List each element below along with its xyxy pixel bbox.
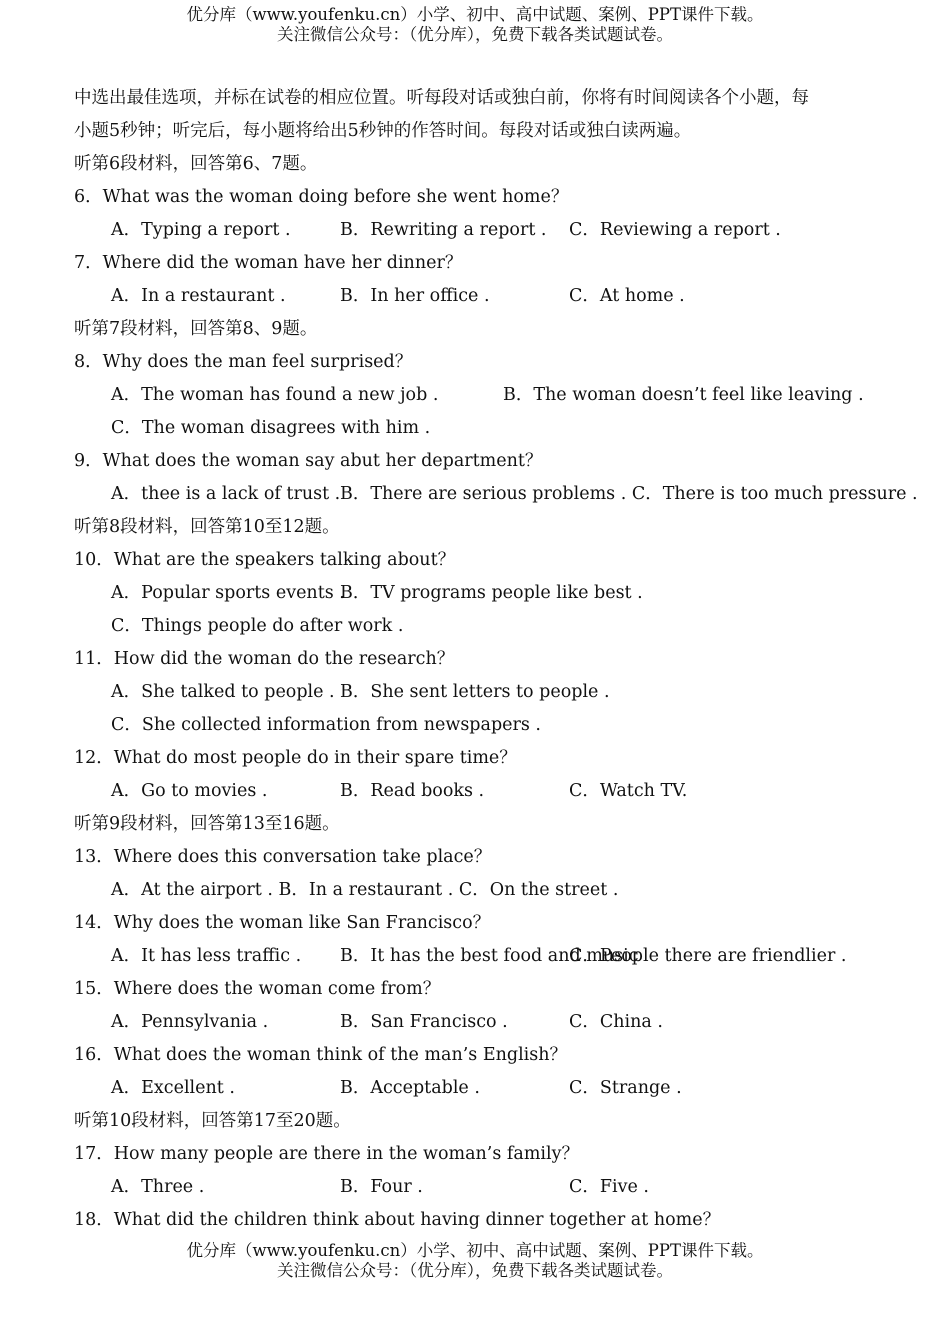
question-stem: 12．What do most people do in their spare time？ (74, 748, 517, 768)
option-row (74, 610, 894, 643)
option-2: B．Acceptable . (340, 1078, 480, 1098)
option-row (74, 412, 894, 445)
question-stem: 16．What does the woman think of the man’s English？ (74, 1045, 568, 1065)
question-stem: 8．Why does the man feel surprised？ (74, 352, 413, 372)
section-instruction: 听第7段材料，回答第8、9题。 (74, 319, 318, 339)
option-2: B．TV programs people like best . (340, 583, 643, 603)
option-1: A．She talked to people . (111, 682, 335, 702)
option-2: B．San Francisco . (340, 1012, 508, 1032)
question-stem: 17．How many people are there in the woman’s family？ (74, 1144, 579, 1164)
option-1: C．Things people do after work . (111, 616, 404, 636)
option-1: A．Go to movies . (111, 781, 268, 801)
question-stem: 14．Why does the woman like San Francisco？ (74, 913, 491, 933)
exam-content (74, 82, 918, 1237)
option-3: C．China . (569, 1012, 663, 1032)
option-row (74, 1171, 894, 1204)
option-2: B．She sent letters to people . (340, 682, 610, 702)
option-1: A．In a restaurant . (111, 286, 286, 306)
question-stem: 9．What does the woman say abut her department？ (74, 451, 543, 471)
intro-line: 中选出最佳选项，并标在试卷的相应位置。听每段对话或独白前，你将有时间阅读各个小题，每 (74, 88, 809, 108)
option-1: A．thee is a lack of trust . (111, 484, 341, 504)
option-3: C．At home . (569, 286, 685, 306)
section-instruction: 听第8段材料，回答第10至12题。 (74, 517, 340, 537)
option-row (74, 577, 894, 610)
question-stem: 10．What are the speakers talking about？ (74, 550, 456, 570)
option-row (74, 280, 894, 313)
header-line-2: 关注微信公众号：（优分库），免费下载各类试题试卷。 (277, 25, 673, 44)
section-instruction: 听第10段材料，回答第17至20题。 (74, 1111, 351, 1131)
option-row (74, 874, 894, 907)
option-1: C．She collected information from newspapers . (111, 715, 541, 735)
option-3: C．Strange . (569, 1078, 682, 1098)
option-row (74, 709, 894, 742)
section-instruction: 听第6段材料，回答第6、7题。 (74, 154, 318, 174)
option-3: C．Watch TV. (569, 781, 688, 801)
intro-line: 小题5秒钟；听完后，每小题将给出5秒钟的作答时间。每段对话或独白读两遍。 (74, 121, 692, 141)
option-1: A．It has less traffic . (111, 946, 302, 966)
question-stem: 13．Where does this conversation take place？ (74, 847, 492, 867)
option-1: A．At the airport . B．In a restaurant . C．On the street . (111, 880, 619, 900)
option-row (74, 940, 894, 973)
page-footer (0, 1241, 950, 1281)
option-2: B．It has the best food and music (340, 946, 639, 966)
option-2: B．Four . (340, 1177, 423, 1197)
option-1: A．Popular sports events . (111, 583, 345, 603)
option-2: B．Read books . (340, 781, 485, 801)
option-1: A．Excellent . (111, 1078, 235, 1098)
option-1: A．The woman has found a new job . (111, 385, 439, 405)
option-3: C．Reviewing a report . (569, 220, 781, 240)
option-2: B．Rewriting a report . (340, 220, 547, 240)
footer-line-2: 关注微信公众号：（优分库），免费下载各类试题试卷。 (277, 1261, 673, 1280)
option-1: A．Three . (111, 1177, 205, 1197)
option-3: C．Five . (569, 1177, 649, 1197)
option-1: A．Pennsylvania . (111, 1012, 269, 1032)
question-stem: 6．What was the woman doing before she went home？ (74, 187, 569, 207)
header-line-1: 优分库（www.youfenku.cn）小学、初中、高中试题、案例、PPT课件下载。 (186, 5, 764, 24)
option-row (74, 379, 894, 412)
option-row (74, 676, 894, 709)
page-header (0, 5, 950, 45)
section-instruction: 听第9段材料，回答第13至16题。 (74, 814, 340, 834)
option-row (74, 775, 894, 808)
question-stem: 7．Where did the woman have her dinner？ (74, 253, 463, 273)
option-2: B．In her office . (340, 286, 490, 306)
question-stem: 15．Where does the woman come from？ (74, 979, 441, 999)
option-row (74, 1006, 894, 1039)
option-row (74, 1072, 894, 1105)
option-1: C．The woman disagrees with him . (111, 418, 431, 438)
option-2: B．There are serious problems . C．There is too much pressure . (340, 484, 918, 504)
option-row (74, 214, 894, 247)
footer-line-1: 优分库（www.youfenku.cn）小学、初中、高中试题、案例、PPT课件下载。 (186, 1241, 764, 1260)
option-2: B．The woman doesn’t feel like leaving . (503, 385, 864, 405)
question-stem: 11．How did the woman do the research？ (74, 649, 455, 669)
option-row (74, 478, 918, 511)
option-3: C．People there are friendlier . (569, 946, 847, 966)
option-1: A．Typing a report . (111, 220, 291, 240)
question-stem: 18．What did the children think about having dinner together at home？ (74, 1210, 721, 1230)
